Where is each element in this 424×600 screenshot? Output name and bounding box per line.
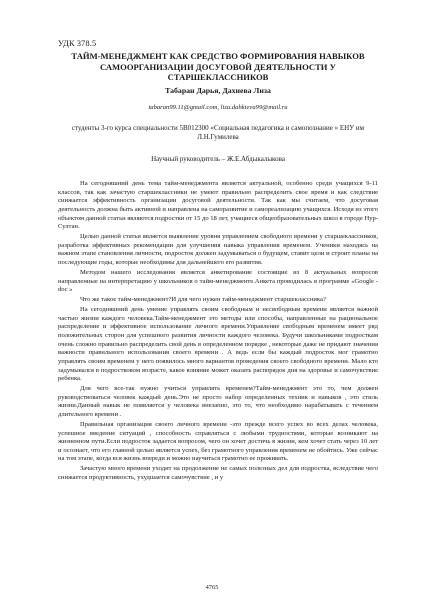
- body-paragraph: Что же такое тайм-менеджмент?И для чего нужен тайм-менеджмент старшеклассника?: [80, 296, 326, 304]
- body-paragraph: Правильная организация своего личного времени -это прежде всего успех во всех делах человека, успешное введение ситуаций , способность справляться с любыми трудностями, которые возникают на жизненном пути.Если подросток задается вопросом, чего он хочет достичь в жизни, кем хочет стать через 10 лет и осознает, что его главной целью является успех, без грамотного управления временем не обойтись. Уже сейчас на том этапе, когда вся жизнь впереди и можно научиться грамотно ее проживать.: [58, 420, 378, 463]
- body-paragraph: Для чего все-так нужно учиться управлять временем?Тайм-менеджмент это то, чем должен руководствоваться человек каждый день.Это не просто набор определенных техник и навыков , это стиль жизни.Данный навык не появляется у человека внезапно, это то, что необходимо нарабатывать с течением длительного времени .: [58, 385, 378, 418]
- scientific-advisor: Научный руководитель – Ж.Е.Абдыкалыкова: [151, 155, 285, 163]
- body-paragraph: Методом нашего исследования является анкетирование состоящие из 8 актуальных вопросов направленные на интерпретацию у школьников о тайм-менеджменте.Анкета проводилась в программе «Google -doc »: [58, 268, 378, 294]
- article-title: ТАЙМ-МЕНЕДЖМЕНТ КАК СРЕДСТВО ФОРМИРОВАНИЯ НАВЫКОВ САМООРГАНИЗАЦИИ ДОСУГОВОЙ ДЕЯТЕЛЬНОСТИ У СТАРШЕКЛАССНИКОВ: [71, 51, 365, 82]
- author-affiliation: студенты 3-го курса специальности 5В012300 «Социальная педагогика и самопознание » ЕНУ им Л.Н.Гумилева: [71, 124, 365, 142]
- udc-code: УДК 378.5: [58, 39, 97, 48]
- body-paragraph: Целью данной статьи является выявление уровня управлением свободного времени у старшеклассников, разработка эффективных рекомендации для улучшения навыка управления временем. Ученики находясь на важном этапе становления личности, подросток должен задумываться о будущем, ставит цели и строит планы на последующие годы, которые необходимы для дальнейшего его развития.: [58, 233, 378, 267]
- body-paragraph: На сегодняшний день умение управлять своим свободным и несвободным времени является важной частью жизни каждого человека.Тайм-менеджмент это методы или способы, направленные на рациональное распределение и эффективное использование личного времени.Управление свободным временем имеет ряд положительных сторон для успешного развития личности каждого человека. Будучи школьниками подросткам очень сложно правильно распределить свой день в определенном порядке , некоторые даже не придают значения важности правильного использования своего времени . А ведь если бы каждый подросток мог грамотно управлять своим временем у него появилось много вариантов проведения своего свободного времени. Мало кто задумывался в подростковом возрасте, какое влияние может оказать распорядок дня на здоровье и самочувствие ребенка.: [58, 305, 378, 383]
- article-authors: Табаран Дарья, Дахиева Лиза: [165, 86, 271, 95]
- body-paragraph: На сегодняшний день тема тайм-менеджмента является актуальной, особенно среди учащихся 9-11 классов, так как зачастую старшеклассники не умеют правильно распределить свое время и как следствие снижается эффективность организации досуговой деятельности. Так как мы считаем, что досуговая деятельность должна быть активной и направлена на саморазвитие и самореализацию учащихся. Исходя из этого объектом данной статьи являются подростки от 15 до 18 лет, учащиеся общеобразовательных школ в городе Нур-Султан.: [58, 180, 379, 231]
- author-emails: tabaran99.11@gmail.com, liza.dahkieva99@mail.ru: [148, 104, 288, 111]
- page-number: 4765: [205, 584, 219, 591]
- article-body: [58, 180, 378, 484]
- body-paragraph: Зачастую много времени уходит на продолжение не самых полезных дел для подростка, вследствие чего снижается продуктивность, ухудшается самочувствие , и у: [58, 465, 378, 481]
